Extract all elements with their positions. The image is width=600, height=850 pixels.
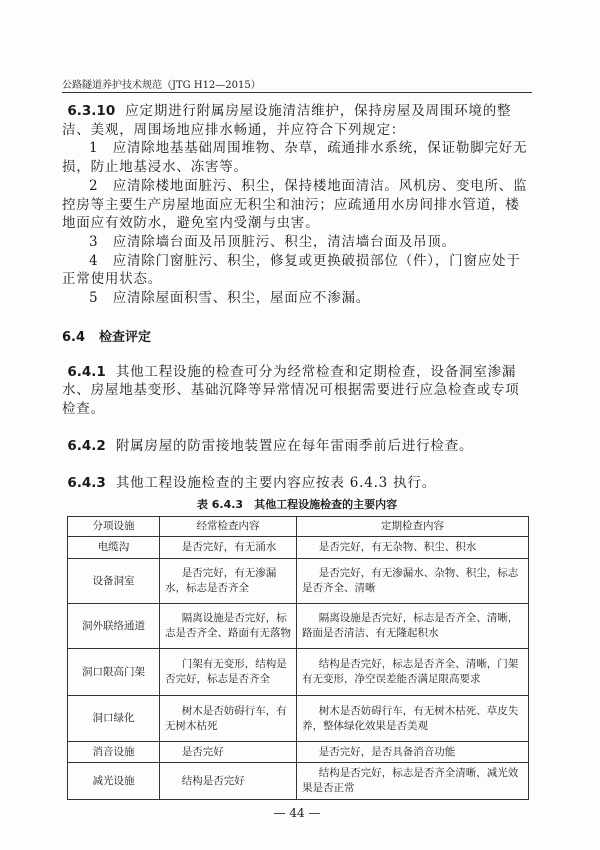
clause-text: 基变形、基础沉降等异常情况可根据需要进行应急检查或专项检查。 [62,382,520,418]
cell-periodic: 是否完好，有无杂物、积尘、积水 [297,537,529,559]
cell-facility: 消音设施 [68,742,160,763]
table-row [68,763,529,800]
table-header-row [68,517,529,537]
clause-6-4-2 [62,437,532,456]
page-body [62,102,532,820]
cell-routine: 结构是否完好 [160,763,297,800]
cell-periodic: 是否完好，有无渗漏水、杂物、积尘，标志是否齐全、清晰 [297,559,529,604]
running-header: 公路隧道养护技术规范（JTG H12—2015） [62,80,261,91]
item-4 [62,252,532,289]
table-row [68,537,529,559]
clause-text: 应定期进行附属房屋设施清洁维护，保持房屋及周围环境的整洁、美观，周 [62,103,512,138]
cell-routine: 门架有无变形，结构是否完好，标志是否齐全 [160,649,297,696]
cell-periodic: 结构是否完好，标志是否齐全清晰，减光效果是否正常 [297,763,529,800]
clause-text: 其他工程设施检查的主要内容应按表 6.4.3 执行。 [115,474,437,491]
cell-facility: 洞外联络通道 [68,604,160,649]
clause-number: 6.4.3 [67,474,106,491]
item-text: 5 应清除屋面积雪、积尘，屋面应不渗漏。 [89,290,371,307]
item-text: 1 应清除地基基础周围堆物、杂草，疏通排水系统，保证勒脚完好无损，防止地 [62,140,528,176]
table-caption: 表 6.4.3 其他工程设施检查的主要内容 [196,498,398,512]
cell-routine: 是否完好，有无渗漏水，标志是否齐全 [160,559,297,604]
cell-facility: 洞口限高门架 [68,649,160,696]
clause-number: 6.4.2 [67,437,106,454]
column-header: 经常检查内容 [160,517,297,537]
item-text: 4 应清除门窗脏污、积尘，修复或更换破损部位（件），门窗应处于正常使用 [62,252,521,288]
cell-routine: 隔离设施是否完好，标志是否齐全、路面有无落物 [160,604,297,649]
item-1 [62,139,532,176]
clause-number: 6.3.10 [67,103,116,119]
clause-6-4-3 [62,474,532,493]
cell-routine: 是否完好 [160,742,297,763]
item-text: 3 应清除墙台面及吊顶脏污、积尘，清洁墙台面及吊顶。 [89,233,456,250]
cell-facility: 洞口绿化 [68,696,160,742]
table-row [68,604,529,649]
cell-facility: 电缆沟 [68,537,160,559]
header-rule [62,92,532,93]
clause-number: 6.4.1 [67,363,106,380]
cell-periodic: 树木是否妨碍行车，有无树木枯死、草皮失养，整体绿化效果是否美观 [297,696,529,742]
column-header: 定期检查内容 [297,517,529,537]
clause-text: 附属房屋的防雷接地装置应在每年雷雨季前后进行检查。 [115,437,474,454]
table-row [68,696,529,742]
item-text: 生产房屋地面应无积尘和油污；应疏通用水房间排水管道，楼地面应有效防水，避免室 [62,196,520,232]
section-title: 检查评定 [99,329,152,345]
cell-routine: 是否完好，有无涌水 [160,537,297,559]
section-heading-6-4 [62,326,532,345]
clause-6-4-1 [62,363,532,419]
table-row [68,742,529,763]
item-5 [62,289,532,308]
table-row [68,559,529,604]
item-text: 基浸水、冻害等。 [133,159,248,176]
item-2 [62,177,532,233]
item-text: 2 应清除楼地面脏污、积尘，保持楼地面清洁。风机房、变电所、监控房等主要 [62,177,528,213]
cell-periodic: 隔离设施是否完好，标志是否齐全、清晰，路面是否清洁、有无隆起积水 [297,604,529,649]
cell-facility: 设备洞室 [68,559,160,604]
page-number: — 44 — [273,806,321,821]
table-row [68,649,529,696]
cell-periodic: 是否完好，是否具备消音功能 [297,742,529,763]
item-3 [62,233,532,252]
column-header: 分项设施 [68,517,160,537]
clause-6-3-10 [62,102,532,139]
cell-routine: 树木是否妨碍行车，有无树木枯死 [160,696,297,742]
section-number: 6.4 [62,329,86,345]
item-text: 内受潮与虫害。 [219,215,320,232]
inspection-table [67,516,529,800]
clause-text: 其他工程设施的检查可分为经常检查和定期检查，设备洞室渗漏水、房屋地 [62,363,517,399]
cell-periodic: 结构是否完好，标志是否齐全、清晰，门架有无变形，净空误差能否满足限高要求 [297,649,529,696]
item-text: 状态。 [119,271,163,288]
cell-facility: 减光设施 [68,763,160,800]
clause-text: 围场地应排水畅通，并应符合下列规定： [147,121,406,138]
